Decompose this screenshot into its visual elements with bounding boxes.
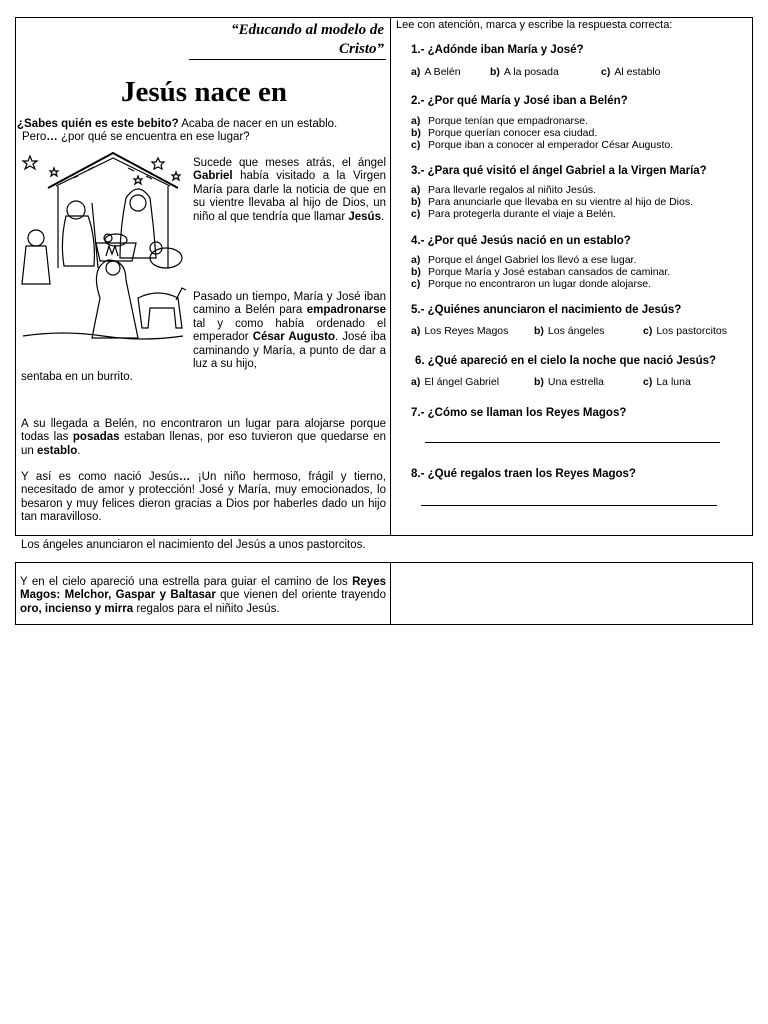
paragraph-journey: Pasado un tiempo, María y José iban camino a Belén para empadronarse tal y como había ordenado el emperador César Augusto. José iba caminando y María, a punto de dar a luz a su hijo,	[193, 291, 386, 371]
intro-line: ¿Sabes quién es este bebito? Acaba de nacer en un establo.	[17, 118, 338, 130]
page-title: Jesús nace en	[121, 76, 287, 108]
q2-option-b[interactable]: b) Porque querían conocer esa ciudad.	[411, 126, 598, 139]
quiz-instruction: Lee con atención, marca y escribe la respuesta correcta:	[396, 19, 673, 31]
q2-option-a[interactable]: a) Porque tenían que empadronarse.	[411, 115, 588, 127]
paragraph-journey-end: sentaba en un burrito.	[21, 371, 133, 383]
q4-option-c[interactable]: c) Porque no encontraron un lugar donde alojarse.	[411, 277, 651, 290]
q7-answer-line[interactable]	[425, 442, 720, 443]
q3-option-a[interactable]: a) Para llevarle regalos al niñito Jesús.	[411, 184, 597, 196]
quiz-column	[391, 18, 752, 535]
paragraph-star: Y en el cielo apareció una estrella para guiar el camino de los Reyes Magos: Melchor, Gaspar y Baltasar que vienen del oriente trayendo oro, incienso y mirra regalos para el niñito Jesús.	[20, 576, 386, 615]
worksheet-table	[15, 17, 753, 551]
column-divider-2	[390, 563, 391, 624]
q3-option-b[interactable]: b) Para anunciarle que llevaba en su vientre al hijo de Dios.	[411, 195, 693, 208]
paragraph-angels: Los ángeles anunciaron el nacimiento del Jesús a unos pastorcitos.	[21, 539, 366, 551]
q5-option-a[interactable]: a) Los Reyes Magos	[411, 325, 509, 337]
school-motto: “Educando al modelo de Cristo”	[231, 22, 384, 57]
q2-option-c[interactable]: c) Porque iban a conocer al emperador César Augusto.	[411, 138, 674, 151]
continuation-table	[15, 562, 753, 625]
paragraph-posadas: A su llegada a Belén, no encontraron un lugar para alojarse porque todas las posadas estaban llenas, por eso tuvieron que quedarse en un establo.	[21, 418, 386, 457]
paragraph-birth: Y así es como nació Jesús… ¡Un niño hermoso, frágil y tierno, necesitado de amor y protección! José y María, muy emocionados, lo besaron y muy felices dieron gracias a Dios por haberles dado un hijo tan maravilloso.	[21, 471, 386, 524]
paragraph-gabriel: Sucede que meses atrás, el ángel Gabriel había visitado a la Virgen María para darle la noticia de que en su vientre llevaba al hijo de Dios, un niño al que tendría que llamar Jesús.	[193, 157, 386, 223]
intro-question: Pero… ¿por qué se encuentra en ese lugar?	[22, 131, 250, 143]
q2-options	[411, 116, 673, 151]
question-6: 6. ¿Qué apareció en el cielo la noche que nació Jesús?	[415, 355, 717, 367]
nativity-illustration	[18, 148, 188, 348]
q4-option-a[interactable]: a) Porque el ángel Gabriel los llevó a ese lugar.	[411, 254, 637, 266]
question-5: 5.- ¿Quiénes anunciaron el nacimiento de Jesús?	[411, 304, 682, 316]
q3-options	[411, 185, 693, 220]
q1-option-b[interactable]: b) A la posada	[490, 66, 559, 78]
q6-option-a[interactable]: a) El ángel Gabriel	[411, 376, 500, 388]
question-7: 7.- ¿Cómo se llaman los Reyes Magos?	[411, 407, 627, 419]
q1-option-a[interactable]: a) A Belén	[411, 66, 461, 78]
q3-option-c[interactable]: c) Para protegerla durante el viaje a Belén.	[411, 207, 616, 220]
motto-underline	[189, 59, 386, 60]
q6-option-b[interactable]: b) Una estrella	[534, 376, 604, 388]
question-4: 4.- ¿Por qué Jesús nació en un establo?	[411, 235, 631, 247]
q4-option-b[interactable]: b) Porque María y José estaban cansados de caminar.	[411, 265, 671, 278]
q4-options	[411, 255, 670, 290]
q1-option-c[interactable]: c) Al establo	[601, 66, 661, 78]
q8-answer-line[interactable]	[421, 505, 717, 506]
question-2: 2.- ¿Por qué María y José iban a Belén?	[411, 95, 628, 107]
reading-column	[16, 18, 390, 551]
question-3: 3.- ¿Para qué visitó el ángel Gabriel a la Virgen María?	[411, 165, 707, 177]
question-8: 8.- ¿Qué regalos traen los Reyes Magos?	[411, 468, 636, 480]
q6-option-c[interactable]: c) La luna	[643, 376, 691, 388]
q5-option-b[interactable]: b) Los ángeles	[534, 325, 605, 337]
question-1: 1.- ¿Adónde iban María y José?	[411, 44, 584, 56]
q5-option-c[interactable]: c) Los pastorcitos	[643, 325, 727, 337]
